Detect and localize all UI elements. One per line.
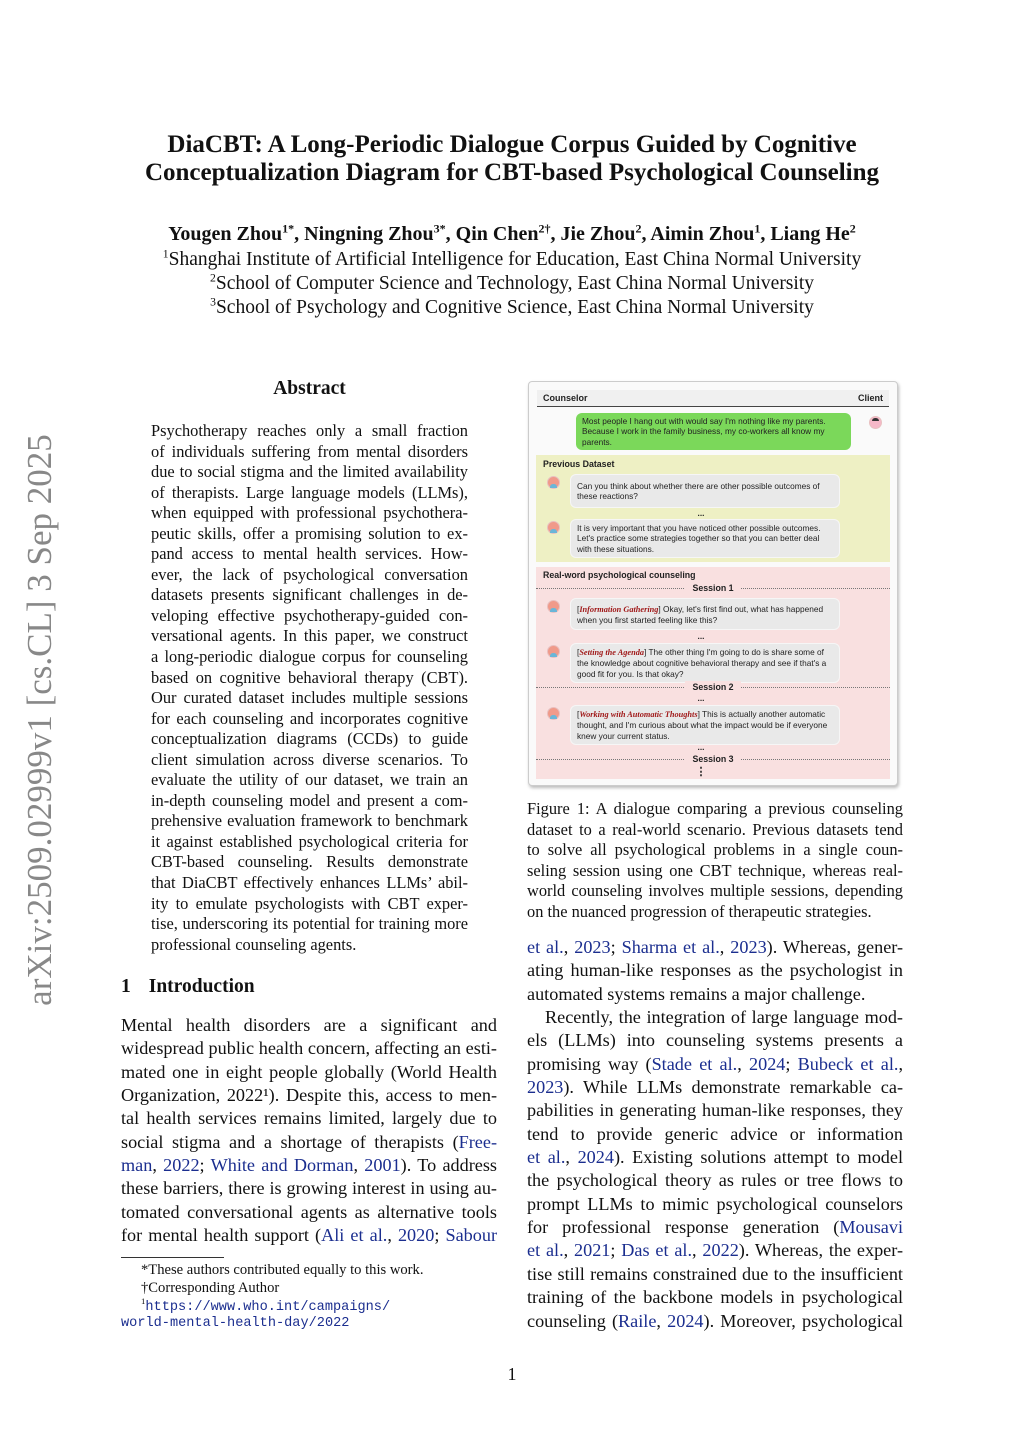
text-segment: these barriers, there is growing interest in using au- — [121, 1178, 497, 1199]
citation-link[interactable]: White and Dorman — [210, 1155, 354, 1176]
section-number: 1 — [121, 976, 131, 997]
session-label: Session 1 — [685, 582, 741, 594]
text-line — [527, 799, 903, 820]
author-name: Ningning Zhou — [304, 223, 434, 245]
message-text: Okay, let's first find out, what has happened when you first started feeling like this? — [577, 604, 824, 626]
text-segment: ; — [434, 1225, 446, 1246]
ellipsis: ... — [697, 631, 705, 641]
text-segment: Recently, the integration of large language mod- — [545, 1007, 903, 1028]
citation-link[interactable]: Sabour — [445, 1225, 497, 1246]
vertical-ellipsis: ⋮ — [695, 766, 707, 778]
counselor-label: Counselor — [543, 393, 588, 403]
title-line: Conceptualization Diagram for CBT-based Psychological Counseling — [144, 159, 880, 186]
text-line — [151, 626, 468, 647]
citation-link[interactable]: Das et al. — [621, 1240, 693, 1261]
text-segment: to solve all psychological problems in a single coun- — [527, 840, 903, 860]
text-segment: the psychological theory as rules or tree flows to — [527, 1170, 903, 1191]
text-line — [121, 1131, 497, 1154]
author-mark: 2 — [849, 221, 856, 236]
counselor-avatar-icon — [547, 645, 560, 658]
text-segment: ). To address — [400, 1155, 497, 1176]
text-line — [151, 483, 468, 504]
text-segment: client simulation across diverse scenarios. To — [151, 749, 468, 769]
text-segment: ). Whereas, gener- — [766, 937, 903, 957]
counselor-message-bubble: [Working with Automatic Thoughts] This is actually another automatic thought, and I'm curious about what the impact would be if everyone knew your current status. — [570, 705, 840, 745]
author-list: Yougen Zhou$^{1*}$, Ningning Zhou$^{3*}$, Qin Chen$^{2\dagger}$, Jie Zhou$^2$, Aimin Zhou$^1$, Liang He$^2$ — [168, 221, 856, 245]
text-segment: counseling ( — [527, 1310, 619, 1331]
text-segment: datasets presents significant challenges in de- — [151, 585, 468, 605]
text-line — [151, 852, 468, 873]
text-segment: on the nuanced progression of therapeutic strategies. — [527, 901, 872, 921]
citation-link[interactable]: 2021 — [574, 1240, 611, 1261]
strategy-tag: Setting the Agenda — [579, 648, 645, 657]
counselor-message-bubble: [Information Gathering] Okay, let's first find out, what has happened when you first started feeling like this? — [570, 598, 840, 630]
counselor-avatar-icon — [547, 521, 560, 534]
text-segment: dataset to a real-world scenario. Previous datasets tend — [527, 819, 903, 839]
citation-link[interactable]: Bubeck et al. — [797, 1053, 899, 1074]
text-segment: ; — [785, 1053, 798, 1074]
text-segment: els (LLMs) into counseling systems presents a — [527, 1030, 903, 1051]
session-label: Session 2 — [685, 681, 741, 693]
text-segment: tend to provide generic advice or information — [527, 1123, 903, 1144]
footnote-corresponding: †Corresponding Author — [141, 1280, 280, 1296]
text-line — [151, 729, 468, 750]
text-line — [527, 1310, 903, 1333]
session-label: Session 3 — [685, 753, 741, 765]
client-message-bubble: Most people I hang out with would say I'm nothing like my parents. Because I work in the family business, my co-workers all know my parents. — [576, 413, 851, 450]
citation-link[interactable]: 2024 — [667, 1310, 704, 1331]
title-line: DiaCBT: A Long-Periodic Dialogue Corpus Guided by Cognitive — [167, 131, 857, 158]
introduction-body — [121, 1014, 497, 1247]
citation-link[interactable]: 2023 — [730, 937, 767, 957]
citation-link[interactable]: et al. — [527, 937, 564, 957]
text-line — [527, 983, 903, 1006]
text-segment: ating human-like responses as the psychologist in — [527, 960, 903, 981]
text-segment: it against established psychological criteria for — [151, 831, 468, 851]
text-segment: prehensive evaluation framework to benchmark — [151, 811, 468, 831]
citation-link[interactable]: 2020 — [397, 1225, 435, 1246]
text-segment: tal health services remains limited, largely due to — [121, 1108, 497, 1129]
text-line — [121, 1107, 497, 1130]
text-segment: of individuals suffering from mental disorders — [151, 441, 468, 461]
text-line — [527, 1146, 903, 1169]
ellipsis: ... — [697, 742, 705, 752]
text-segment: peutic skills, offer a promising solution to ex- — [151, 523, 468, 543]
text-line — [527, 820, 903, 841]
text-segment: of therapists. Large language models (LLMs), — [151, 482, 468, 502]
abstract-heading: Abstract — [273, 378, 346, 399]
counselor-avatar-icon — [547, 476, 560, 489]
author-name: Aimin Zhou — [650, 223, 755, 245]
session-divider — [536, 753, 890, 765]
text-line — [151, 688, 468, 709]
text-line — [151, 750, 468, 771]
counselor-avatar-icon — [547, 707, 560, 720]
text-line — [527, 1099, 903, 1122]
text-segment: , — [152, 1155, 164, 1176]
text-line — [151, 442, 468, 463]
text-line — [151, 503, 468, 524]
affiliation — [0, 296, 1024, 320]
text-segment: versational agents. In this paper, we construct — [151, 626, 468, 646]
strategy-tag: Working with Automatic Thoughts — [579, 710, 698, 719]
text-segment: for professional response generation ( — [527, 1217, 840, 1238]
text-line — [527, 1263, 903, 1286]
text-line — [121, 1154, 497, 1177]
citation-link[interactable]: Raile — [618, 1310, 657, 1331]
text-line — [527, 1029, 903, 1052]
text-line — [151, 565, 468, 586]
text-segment: professional counseling agents. — [151, 934, 357, 954]
text-line — [527, 1053, 903, 1076]
text-line — [527, 1193, 903, 1216]
citation-link[interactable]: et al. — [527, 1240, 564, 1261]
citation-link[interactable]: man — [121, 1155, 153, 1176]
page-number: 1 — [507, 1364, 517, 1384]
message-text: The other thing I'm going to do is share some of the knowledge about cognitive behavioral therapy and see if that's a good fit for you. Is that okay? — [577, 647, 827, 679]
text-line — [151, 421, 468, 442]
client-avatar-icon — [869, 416, 882, 429]
text-line — [527, 936, 903, 959]
text-segment: Organization, 2022¹). Despite this, access to men- — [121, 1085, 497, 1106]
text-segment: ). While LLMs demonstrate remarkable ca- — [563, 1077, 903, 1098]
footnote-equal-contribution: *These authors contributed equally to this work. — [141, 1262, 424, 1278]
text-line — [151, 585, 468, 606]
text-line — [527, 1076, 903, 1099]
abstract-body — [151, 421, 468, 955]
text-line — [151, 770, 468, 791]
affiliation — [0, 272, 1024, 296]
text-segment: , — [656, 1310, 668, 1331]
text-segment: seling session using one CBT technique, whereas real- — [527, 860, 903, 880]
counselor-avatar-icon — [547, 600, 560, 613]
author-name: Qin Chen — [455, 223, 539, 245]
affiliation-mark: 1 — [162, 247, 169, 261]
text-segment: , — [387, 1225, 398, 1246]
text-line — [151, 524, 468, 545]
footnote-mark: 1 — [141, 1296, 146, 1307]
author-name: Yougen Zhou — [168, 223, 283, 245]
counselor-message-bubble: It is very important that you have noticed other possible outcomes. Let's practice some strategies together so that you can better deal with these situations. — [570, 519, 840, 558]
text-line — [527, 1006, 903, 1029]
text-line — [527, 902, 903, 923]
text-segment: veloping effective psychotherapy-guided con- — [151, 605, 468, 625]
text-segment: ). Existing solutions attempt to model — [613, 1147, 903, 1168]
footnote-url — [141, 1297, 390, 1317]
citation-link[interactable]: Sharma et al. — [621, 937, 720, 957]
affiliation-text: School of Psychology and Cognitive Science, East China Normal University — [215, 297, 814, 318]
arxiv-identifier-stamp: arXiv:2509.02999v1 [cs.CL] 3 Sep 2025 — [20, 434, 59, 1006]
text-segment: a long-periodic dialogue corpus for counseling — [151, 647, 468, 667]
text-line — [527, 959, 903, 982]
text-line — [151, 873, 468, 894]
citation-link[interactable]: 2024 — [577, 1147, 614, 1168]
text-segment: ; — [610, 1240, 622, 1261]
text-line — [121, 1014, 497, 1037]
text-segment: ity to emulate psychologists with CBT exper- — [151, 893, 468, 913]
text-segment: when equipped with professional psychothera- — [151, 503, 468, 523]
text-segment: tise, underscoring its potential for training more — [151, 914, 468, 934]
text-line — [151, 894, 468, 915]
footnote-link[interactable]: https://www.who.int/campaigns/ — [145, 1300, 391, 1315]
text-segment: in-depth counseling model and present a com- — [151, 790, 468, 810]
ellipsis: ... — [697, 508, 705, 518]
text-segment: tise still remains constrained due to the insufficient — [527, 1263, 903, 1284]
text-line — [151, 462, 468, 483]
figure-1-dialogue-comparison — [528, 381, 898, 786]
text-segment: , — [563, 1240, 575, 1261]
citation-link[interactable]: Ali et al. — [321, 1225, 388, 1246]
author-name: Liang He — [770, 223, 850, 245]
affiliation — [0, 248, 1024, 272]
author-mark: 1* — [282, 221, 295, 236]
paper-title — [0, 131, 1024, 187]
section-title: Previous Dataset — [543, 459, 615, 469]
counselor-message-bubble: Can you think about whether there are other possible outcomes of these reactions? — [570, 474, 840, 508]
text-line — [151, 668, 468, 689]
citation-link[interactable]: 2024 — [749, 1053, 786, 1074]
text-segment: tomated conversational agents as alternative tools — [121, 1201, 497, 1222]
citation-link[interactable]: 2023 — [574, 937, 611, 957]
text-segment: ever, the lack of psychological conversation — [151, 564, 468, 584]
author-mark: 2† — [538, 221, 551, 236]
figure-1-caption — [527, 799, 903, 923]
text-segment: for each counseling and incorporates cognitive — [151, 708, 468, 728]
text-segment: based on cognitive behavioral therapy (CBT). — [151, 667, 468, 687]
text-segment: for mental health support ( — [121, 1225, 322, 1246]
affiliation-text: School of Computer Science and Technology, East China Normal University — [215, 273, 814, 294]
citation-link[interactable]: 2023 — [527, 1077, 564, 1098]
affiliation-mark: 3 — [210, 295, 216, 309]
text-segment: automated systems remains a major challenge. — [527, 983, 866, 1004]
footnote-divider — [121, 1257, 224, 1258]
figure-header — [537, 390, 889, 407]
text-line — [151, 791, 468, 812]
text-line — [121, 1201, 497, 1224]
text-segment: ). Moreover, psychological — [703, 1310, 903, 1331]
message-text: This is actually another automatic thought, and I'm curious about what the impact would be if everyone knew your current status. — [577, 709, 828, 741]
counselor-message-bubble: [Setting the Agenda] The other thing I'm going to do is share some of the knowledge about cognitive behavioral therapy and see if that's a good fit for you. Is that okay? — [570, 643, 840, 683]
text-segment: , — [692, 1240, 703, 1261]
text-segment: pabilities in generating human-like responses, they — [527, 1100, 903, 1121]
text-line — [527, 1216, 903, 1239]
text-line — [151, 709, 468, 730]
author-mark: 3* — [433, 221, 446, 236]
author-name: Jie Zhou — [560, 223, 636, 245]
text-segment: , — [898, 1053, 903, 1074]
citation-link[interactable]: 2001 — [364, 1155, 401, 1176]
citation-link[interactable]: 2022 — [702, 1240, 739, 1261]
section-title: Introduction — [148, 976, 255, 997]
text-segment: evaluate the utility of our dataset, we train an — [151, 770, 468, 790]
ellipsis: ... — [697, 693, 705, 703]
text-line — [121, 1037, 497, 1060]
text-segment: training of the backbone models in psychological — [527, 1287, 903, 1308]
text-segment: , — [563, 937, 575, 957]
text-line — [527, 861, 903, 882]
text-line — [151, 935, 468, 956]
citation-link[interactable]: Mousavi — [839, 1217, 903, 1238]
text-line — [527, 840, 903, 861]
section-title: Real-word psychological counseling — [543, 570, 696, 580]
footnote-link-continued[interactable]: world-mental-health-day/2022 — [121, 1316, 350, 1331]
text-segment: , — [719, 937, 731, 957]
text-segment: Psychotherapy reaches only a small fraction — [151, 421, 468, 440]
text-line — [121, 1084, 497, 1107]
text-segment: pand access to mental health services. How- — [151, 544, 468, 564]
real-world-counseling-section — [536, 567, 890, 779]
text-segment: ; — [610, 937, 622, 957]
text-line — [121, 1177, 497, 1200]
text-line — [151, 832, 468, 853]
text-line — [151, 606, 468, 627]
text-segment: due to social stigma and the limited availability — [151, 462, 468, 482]
text-segment: that DiaCBT effectively enhances LLMs’ abil- — [151, 873, 468, 893]
text-segment: ; — [199, 1155, 211, 1176]
session-divider — [536, 582, 890, 594]
text-segment: Mental health disorders are a significant and — [121, 1015, 497, 1035]
section-heading-introduction — [121, 976, 255, 998]
text-segment: CBT-based counseling. Results demonstrate — [151, 852, 468, 872]
citation-link[interactable]: Stade et al. — [651, 1053, 738, 1074]
text-segment: , — [737, 1053, 749, 1074]
previous-dataset-section — [536, 455, 890, 562]
text-segment: world counseling involves multiple sessions, depending — [527, 881, 903, 901]
text-line — [527, 1123, 903, 1146]
text-line — [121, 1224, 497, 1247]
citation-link[interactable]: Free- — [458, 1131, 497, 1152]
affiliation-mark: 2 — [210, 271, 216, 285]
strategy-tag: Information Gathering — [579, 605, 659, 614]
citation-link[interactable]: et al. — [527, 1147, 566, 1168]
text-segment: , — [353, 1155, 365, 1176]
text-segment: prompt LLMs to mimic psychological counselors — [527, 1193, 903, 1214]
text-segment: Our curated dataset includes multiple sessions — [151, 688, 468, 708]
text-line — [527, 881, 903, 902]
text-line — [151, 544, 468, 565]
session-divider — [536, 681, 890, 693]
text-segment: mated one in eight people globally (World Health — [121, 1061, 497, 1082]
author-mark: 1 — [754, 221, 761, 236]
text-segment: conceptualization diagrams (CCDs) to guide — [151, 729, 468, 749]
text-line — [121, 1061, 497, 1084]
text-line — [527, 1286, 903, 1309]
text-segment: Figure 1: A dialogue comparing a previous counseling — [527, 799, 903, 818]
text-line — [527, 1239, 903, 1262]
text-segment: , — [565, 1147, 578, 1168]
text-line — [527, 1169, 903, 1192]
text-segment: promising way ( — [527, 1053, 652, 1074]
text-segment: widespread public health concern, affecting an esti- — [121, 1038, 497, 1059]
text-segment: social stigma and a shortage of therapists ( — [121, 1131, 459, 1152]
right-column-body — [527, 936, 903, 1333]
text-line — [151, 914, 468, 935]
affiliation-text: Shanghai Institute of Artificial Intelligence for Education, East China Normal University — [168, 249, 862, 270]
client-label: Client — [857, 393, 883, 403]
citation-link[interactable]: 2022 — [163, 1155, 200, 1176]
author-mark: 2 — [635, 221, 642, 236]
text-line — [151, 647, 468, 668]
text-segment: ). Whereas, the exper- — [738, 1240, 903, 1261]
text-line — [151, 811, 468, 832]
